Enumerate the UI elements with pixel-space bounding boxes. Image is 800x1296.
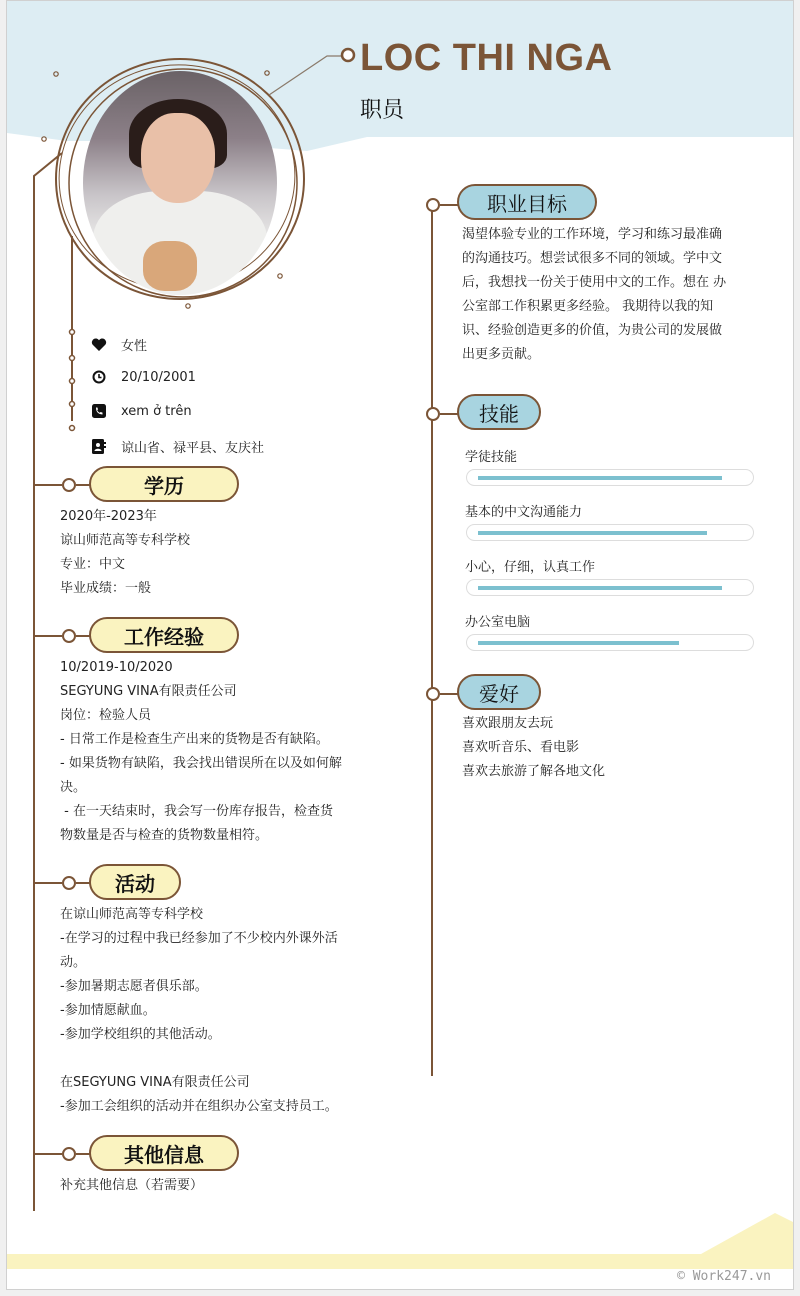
- experience-line: 决。: [60, 780, 87, 795]
- activity-line: 动。: [60, 955, 87, 970]
- skill-label: 办公室电脑: [465, 615, 531, 630]
- skill-label: 小心，仔细，认真工作: [465, 560, 596, 575]
- hobby-item: 喜欢跟朋友去玩: [462, 716, 554, 731]
- section-title-activities: 活动: [89, 864, 181, 900]
- section-title-hobbies: 爱好: [457, 674, 541, 710]
- experience-line: SEGYUNG VINA有限责任公司: [60, 684, 237, 699]
- experience-line: - 日常工作是检查生产出来的货物是否有缺陷。: [60, 732, 329, 747]
- candidate-name: LOC THI NGA: [360, 37, 613, 79]
- activity-line: -在学习的过程中我已经参加了不少校内外课外活: [60, 931, 338, 946]
- copyright-text: © Work247.vn: [677, 1269, 771, 1284]
- gender-value: 女性: [121, 339, 148, 354]
- cv-page: [6, 0, 794, 1290]
- skill-label: 学徒技能: [465, 450, 518, 465]
- objective-line: 公室部工作积累更多经验。 我期待以我的知: [462, 299, 714, 314]
- experience-line: - 如果货物有缺陷，我会找出错误所在以及如何解: [60, 756, 342, 771]
- objective-line: 出更多贡献。: [462, 347, 541, 362]
- section-title-objective: 职业目标: [457, 184, 597, 220]
- experience-line: 10/2019-10/2020: [60, 660, 173, 675]
- education-line: 专业：中文: [60, 557, 126, 572]
- section-title-skills: 技能: [457, 394, 541, 430]
- activity-line: 在谅山师范高等专科学校: [60, 907, 204, 922]
- other-line: 补充其他信息（若需要）: [60, 1178, 204, 1193]
- phone-value: xem ở trên: [121, 403, 192, 419]
- experience-line: - 在一天结束时，我会写一份库存报告，检查货: [60, 804, 333, 819]
- objective-line: 渴望体验专业的工作环境，学习和练习最准确: [462, 227, 723, 242]
- education-line: 2020年-2023年: [60, 509, 157, 524]
- activity-line: 在SEGYUNG VINA有限责任公司: [60, 1075, 250, 1090]
- hobby-item: 喜欢去旅游了解各地文化: [462, 764, 606, 779]
- footer-band: [7, 1254, 794, 1269]
- education-line: 毕业成绩：一般: [60, 581, 152, 596]
- objective-line: 识、经验创造更多的价值，为贵公司的发展做: [462, 323, 723, 338]
- skill-label: 基本的中文沟通能力: [465, 505, 583, 520]
- footer-decoration: [7, 1, 794, 1290]
- activity-line: -参加暑期志愿者俱乐部。: [60, 979, 208, 994]
- activity-line: -参加情愿献血。: [60, 1003, 156, 1018]
- section-title-other: 其他信息: [89, 1135, 239, 1171]
- education-line: 谅山师范高等专科学校: [60, 533, 191, 548]
- experience-line: 岗位：检验人员: [60, 708, 152, 723]
- objective-line: 后，我想找一份关于使用中文的工作。想在 办: [462, 275, 727, 290]
- birthdate-value: 20/10/2001: [121, 369, 196, 385]
- candidate-role: 职员: [360, 98, 405, 123]
- section-title-experience: 工作经验: [89, 617, 239, 653]
- activity-line: -参加学校组织的其他活动。: [60, 1027, 221, 1042]
- hobby-item: 喜欢听音乐、看电影: [462, 740, 580, 755]
- experience-line: 物数量是否与检查的货物数量相符。: [60, 828, 269, 843]
- objective-line: 的沟通技巧。想尝试很多不同的领域。学中文: [462, 251, 723, 266]
- activity-line: -参加工会组织的活动并在组织办公室支持员工。: [60, 1099, 338, 1114]
- address-value: 谅山省、禄平县、友庆社: [121, 441, 265, 456]
- section-title-education: 学历: [89, 466, 239, 502]
